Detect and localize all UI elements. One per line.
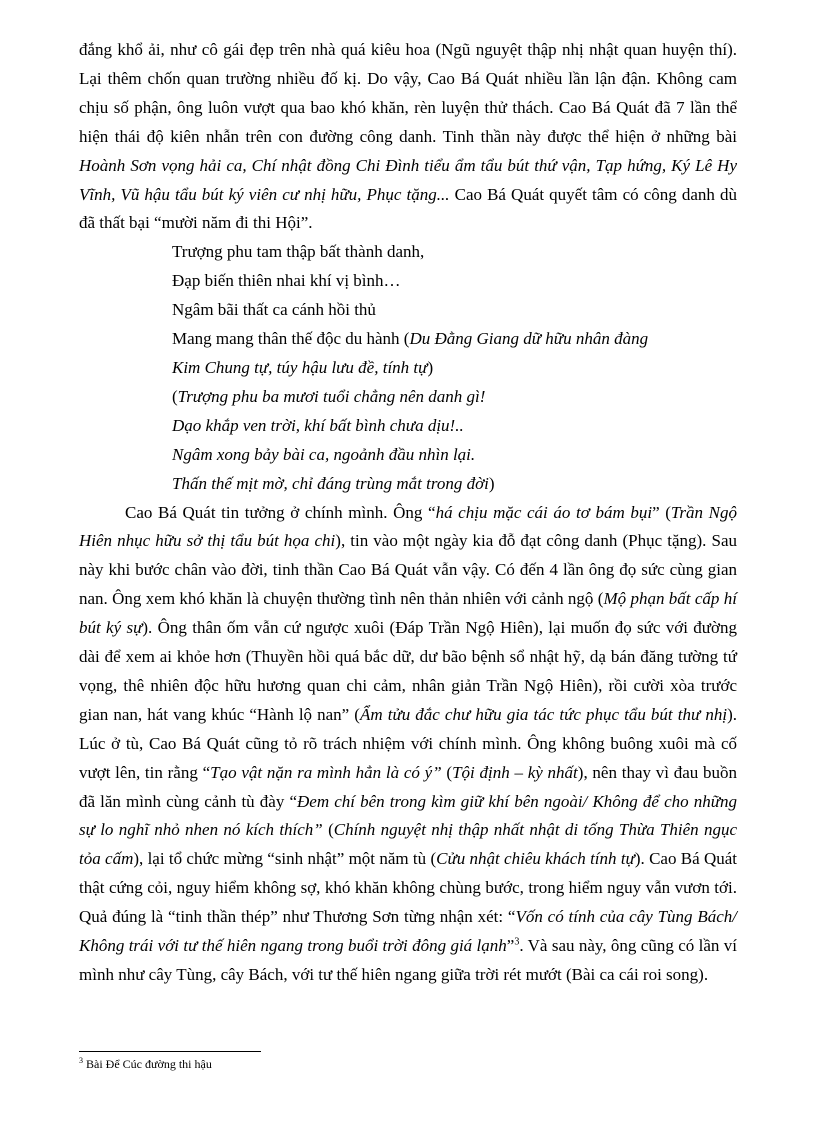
poem-source-italic: Kim Chung tự, túy hậu lưu đề, tính tự bbox=[172, 357, 428, 377]
source-italic: Tội định – kỳ nhất bbox=[452, 762, 578, 782]
poem-line-text: ) bbox=[427, 357, 434, 377]
poem-line-text: ( bbox=[172, 386, 178, 406]
poem-line-text: Mang mang thân thế độc du hành ( bbox=[172, 329, 410, 349]
paragraph-hardship bbox=[79, 36, 737, 238]
poem-line bbox=[172, 470, 737, 499]
paragraph-text: ). Ông thân ốm vẫn cứ ngược xuôi (Đáp Trần Ngộ Hiên), lại muốn đọ sức với đường dài để xem ai khỏe hơn (Thuyền hồi quá bắc dữ, dư bão bệnh sổ nhật hỹ, dạ bán đăng tường tứ vọng, thê nhiên độc hữu hương quan chi cảm, nhân giản Trần Ngộ Hiên), rồi cười xòa trước gian nan, hát vang khúc “Hành lộ nan” ( bbox=[79, 618, 738, 724]
poem-line bbox=[172, 354, 737, 383]
paragraph-text: ” ( bbox=[652, 502, 671, 522]
footnote-separator bbox=[79, 1051, 261, 1052]
paragraph-text: ” bbox=[506, 936, 515, 956]
poem-translation-italic: Ngâm xong bảy bài ca, ngoảnh đầu nhìn lại. bbox=[172, 444, 476, 464]
poem-quote bbox=[172, 238, 737, 498]
footnote-number: 3 bbox=[79, 1056, 83, 1065]
source-italic: Mộ phạn bất cấp hí bút ký sự bbox=[79, 589, 737, 638]
source-italic: Cửu nhật chiêu khách tính tự bbox=[436, 849, 635, 869]
source-italic: Chính nguyệt nhị thập nhất nhật di tống Thừa Thiên ngục tỏa cấm bbox=[79, 820, 737, 869]
footnote-reference[interactable]: 3 bbox=[514, 936, 520, 948]
quote-italic: Tạo vật nặn ra mình hẳn là có ý” bbox=[210, 762, 442, 782]
paragraph-self-belief bbox=[79, 499, 737, 990]
poem-line: Ngâm bãi thất ca cánh hồi thủ bbox=[172, 300, 376, 320]
paragraph-text: ). Cao Bá Quát thật cứng cỏi, nguy hiểm không sợ, khó khăn không chùng bước, trong hiểm nguy vẫn vươn tới. Quả đúng là “tinh thần thép” như Thương Sơn từng nhận xét: “ bbox=[79, 849, 737, 927]
paragraph-text: ). Lúc ở tù, Cao Bá Quát cũng tỏ rõ trách nhiệm với chính mình. Ông không buông xuôi mà cố vượt lên, tin rằng “ bbox=[79, 704, 737, 782]
poem-translation-italic: Trượng phu ba mươi tuổi chẳng nên danh gì! bbox=[177, 386, 486, 406]
paragraph-text: ), lại tổ chức mừng “sinh nhật” một năm tù ( bbox=[133, 849, 437, 869]
poem-line bbox=[172, 383, 737, 412]
source-italic: Ẩm tửu đắc chư hữu gia tác tức phục tẩu bút thư nhị bbox=[359, 704, 728, 724]
poem-line-text: ) bbox=[488, 473, 495, 493]
paragraph-text: ( bbox=[441, 762, 453, 782]
paragraph-text: ( bbox=[322, 820, 334, 840]
quote-italic: Vốn có tính của cây Tùng Bách/ Không trái với tư thế hiên ngang trong buổi trời đông giá lạnh bbox=[79, 907, 738, 956]
document-body bbox=[79, 36, 737, 990]
paragraph-text: ), tin vào một ngày kia đỗ đạt công danh (Phục tặng). Sau này khi bước chân vào đời, tinh thần Cao Bá Quát vẫn vậy. Có đến 4 lần ông đọ sức cùng gian nan. Ông xem khó khăn là chuyện thường tình nên thản nhiên với cảnh ngộ ( bbox=[79, 531, 737, 609]
poem-titles-italic: Hoành Sơn vọng hải ca, Chí nhật đồng Chi Đình tiểu ẩm tẩu bút thứ vận, Tạp hứng, Ký Lê Hy Vĩnh, Vũ hậu tẩu bút ký viên cư nhị hữu, Phục tặng... bbox=[79, 155, 737, 204]
paragraph-text: Cao Bá Quát tin tưởng ở chính mình. Ông “ bbox=[125, 502, 436, 522]
poem-source-italic: Du Đằng Giang dữ hữu nhân đàng bbox=[409, 329, 649, 349]
poem-line: Đạp biến thiên nhai khí vị bình… bbox=[172, 271, 401, 291]
poem-line bbox=[172, 412, 737, 441]
footnote-text: Bài Để Cúc đường thi hậu bbox=[83, 1057, 212, 1071]
paragraph-text: . Và sau này, ông cũng có lần ví mình như cây Tùng, cây Bách, với tư thế hiên ngang giữa trời rét mướt (Bài ca cái roi song). bbox=[79, 936, 737, 984]
paragraph-text: đắng khổ ải, như cô gái đẹp trên nhà quá kiêu hoa (Ngũ nguyệt thập nhị nhật quan huyện thí). Lại thêm chốn quan trường nhiều đố kị. Do vậy, Cao Bá Quát nhiều lần lận đận. Không cam chịu số phận, ông luôn vượt qua bao khó khăn, rèn luyện thử thách. Cao Bá Quát đã 7 lần thể hiện thái độ kiên nhẫn trên con đường công danh. Tinh thần này được thể hiện ở những bài bbox=[79, 40, 737, 146]
quote-italic: há chịu mặc cái áo tơ bám bụi bbox=[435, 502, 653, 522]
footnote bbox=[79, 1056, 212, 1072]
source-italic: Trần Ngộ Hiên nhục hữu sở thị tẩu bút họa chi bbox=[79, 502, 737, 551]
poem-line bbox=[172, 441, 737, 470]
quote-italic: Đem chí bên trong kìm giữ khí bên ngoài/ Không để cho những sự lo nghĩ nhỏ nhen nó kích thích” bbox=[79, 791, 738, 840]
paragraph-text: Cao Bá Quát quyết tâm có công danh dù đã thất bại “mười năm đi thi Hội”. bbox=[79, 184, 737, 233]
poem-translation-italic: Dạo khắp ven trời, khí bất bình chưa dịu!.. bbox=[172, 415, 464, 435]
poem-translation-italic: Thấn thế mịt mờ, chỉ đáng trùng mắt trong đời bbox=[172, 473, 489, 493]
paragraph-text: ), nên thay vì đau buồn đã lăn mình cùng cảnh tù đày “ bbox=[79, 762, 737, 811]
poem-line bbox=[172, 325, 737, 354]
poem-line: Trượng phu tam thập bất thành danh, bbox=[172, 242, 425, 262]
